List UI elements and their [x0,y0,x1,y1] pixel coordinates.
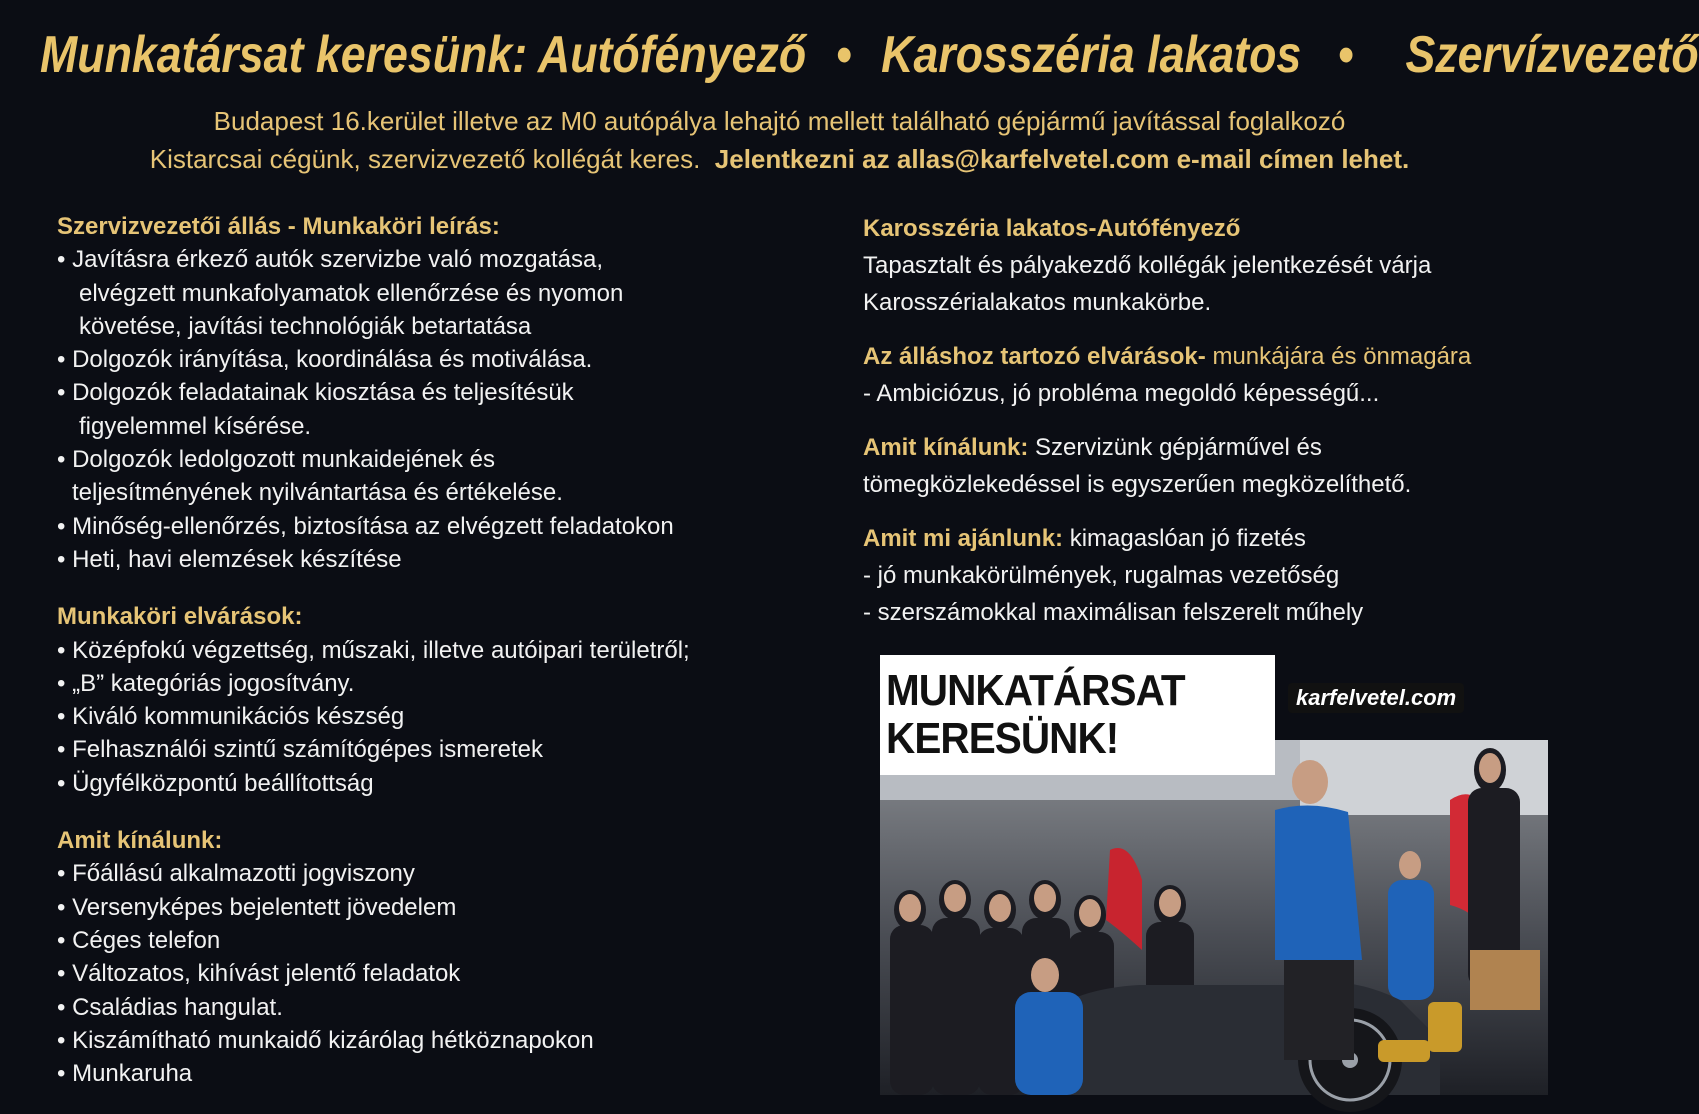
list-item: • Felhasználói szintű számítógépes ismeretek [57,736,543,764]
list-item: • Versenyképes bejelentett jövedelem [57,893,457,921]
body-shop-line: Karosszérialakatos munkakörbe. [863,289,1212,316]
application-email-text: Jelentkezni az allas@karfelvetel.com e-mail címen lehet. [714,144,1410,174]
right-offer-heading [863,429,1553,466]
list-item: • Változatos, kihívást jelentő feladatok [57,960,461,988]
workshop-team-illustration [880,740,1548,1095]
list-item: • Kiszámítható munkaidő kizárólag hétköznapokon [57,1026,594,1054]
list-item: követése, javítási technológiák betartatása [79,312,532,340]
suggest-heading [863,520,1553,557]
brand-logo: karfelvetel.com [1288,683,1464,713]
expectations-line: - Ambiciózus, jó probléma megoldó képességű... [863,380,1380,407]
list-item: • Céges telefon [57,926,221,954]
right-offer-line-2: tömegközlekedéssel is egyszerűen megközelíthető. [863,471,1412,498]
list-item: • Minőség-ellenőrzés, biztosítása az elvégzett feladatokon [57,512,674,540]
body-shop-line: Tapasztalt és pályakezdő kollégák jelentkezését várja [863,252,1432,279]
intro-text [0,102,1559,178]
right-column [863,210,1553,648]
headline-separator: • [1337,26,1354,84]
headline-separator: • [835,26,852,84]
intro-line-2 [0,140,1559,178]
suggest-section [863,520,1553,631]
suggest-title: Amit mi ajánlunk: [863,525,1064,552]
list-item: • Főállású alkalmazotti jogviszony [57,860,415,888]
suggest-line-1: kimagaslóan jó fizetés [1063,525,1306,552]
expectations-title-suffix: munkájára és önmagára [1205,343,1472,370]
headline-autofenyezo: Munkatársat keresünk: Autófényező [40,26,807,84]
service-manager-section [57,210,817,576]
list-item: • Dolgozók ledolgozott munkaidejének és [57,446,495,474]
right-offer-line-1: Szervizünk gépjárművel és [1028,434,1322,461]
left-column [57,210,817,1114]
intro-line-1: Budapest 16.kerület illetve az M0 autópálya lehajtó mellett található gépjármű javítással foglalkozó [213,106,1346,136]
headline [6,22,1699,88]
recruitment-photo [880,655,1548,1095]
headline-karosszeria: Karosszéria lakatos [881,26,1302,84]
list-item: figyelemmel kísérése. [79,412,312,440]
list-item: elvégzett munkafolyamatok ellenőrzése és nyomon [79,279,624,307]
expectations-heading [863,338,1553,375]
headline-szervizvezeto: Szervízvezető [1405,26,1699,84]
banner-line-2: KERESÜNK! [886,714,1119,763]
intro-line-2-plain: Kistarcsai cégünk, szervizvezető kollégát keres. [149,144,701,174]
list-item: • Családias hangulat. [57,993,283,1021]
list-item: • Dolgozók feladatainak kiosztása és teljesítésük [57,379,574,407]
list-item: • „B” kategóriás jogosítvány. [57,669,355,697]
list-item: • Javításra érkező autók szervizbe való mozgatása, [57,246,603,274]
suggest-line-2: - jó munkakörülmények, rugalmas vezetőség [863,562,1340,589]
list-item: • Heti, havi elemzések készítése [57,545,402,573]
requirements-section [57,600,817,800]
requirements-title: Munkaköri elvárások: [57,603,303,631]
expectations-title: Az álláshoz tartozó elvárások- [863,343,1206,370]
banner-line-1: MUNKATÁRSAT [886,666,1185,715]
expectations-section [863,338,1553,412]
headline-banner [880,655,1275,775]
body-shop-title: Karosszéria lakatos-Autófényező [863,215,1241,242]
list-item: • Középfokú végzettség, műszaki, illetve autóipari területről; [57,636,690,664]
list-item: • Ügyfélközpontú beállítottság [57,769,374,797]
service-manager-title: Szervizvezetői állás - Munkaköri leírás: [57,213,500,240]
right-offer-title: Amit kínálunk: [863,434,1029,461]
offer-section [57,824,817,1090]
body-shop-section [863,210,1553,321]
list-item: teljesítményének nyilvántartása és értékelése. [72,479,563,507]
list-item: • Munkaruha [57,1060,193,1088]
suggest-line-3: - szerszámokkal maximálisan felszerelt műhely [863,599,1364,626]
list-item: • Kiváló kommunikációs készség [57,703,405,731]
list-item: • Dolgozók irányítása, koordinálása és motiválása. [57,346,593,374]
right-offer-section [863,429,1553,503]
offer-title: Amit kínálunk: [57,827,223,855]
banner-text [886,667,1185,763]
